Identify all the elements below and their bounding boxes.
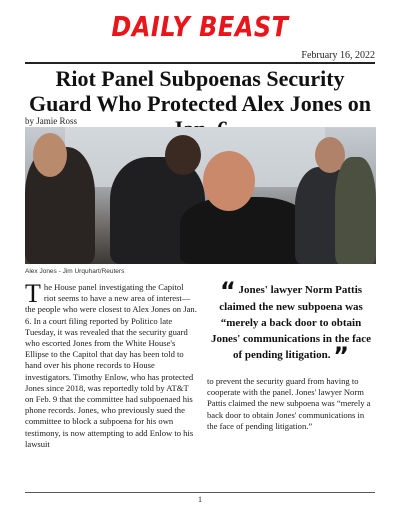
photo-person-left-head (33, 133, 67, 177)
article-body-left (25, 279, 197, 450)
page-number: 1 (198, 495, 202, 504)
article-photo (25, 127, 376, 264)
pull-quote-text: Jones' lawyer Norm Pattis claimed the new subpoena was “merely a back door to obtain Jones' communications in the face of pending litigation. (210, 284, 372, 361)
photo-person-far-right (335, 157, 376, 264)
photo-caption: Alex Jones - Jim Urquhart/Reuters (25, 268, 125, 275)
article-body-right: to prevent the security guard from having to cooperate with the panel. Jones' lawyer Norm Pattis claimed the new subpoena was “merely a back door to obtain Jones' communications in the face of pending litigation.” (207, 376, 371, 431)
header-rule (25, 62, 375, 64)
photo-person-dark-head (165, 135, 201, 175)
article-headline: Riot Panel Subpoenas Security Guard Who Protected Alex Jones on (28, 66, 372, 116)
masthead (0, 10, 400, 44)
open-quote-icon: “ (219, 277, 236, 305)
daily-beast-logo[interactable]: DAILY BEAST (111, 10, 289, 44)
footer-rule (25, 492, 375, 493)
photo-alex-jones-body (180, 197, 310, 264)
article-byline: by Jamie Ross (25, 116, 78, 126)
issue-date: February 16, 2022 (301, 50, 375, 61)
drop-cap: T (25, 279, 41, 308)
close-quote-icon: ” (333, 342, 350, 370)
photo-alex-jones-head (203, 151, 255, 211)
body-left-text: he House panel investigating the Capitol riot seems to have a new area of interest—the people who were closest to Alex Jones on Jan. 6. In a court filing reported by Politico late Tuesday, it was revealed that the security guard who escorted Jones from the White House's Ellipse to the Capitol that day has been told to hand over his phone records to House investigators. Timothy Enlow, who has protected Jones since 2018, was reportedly told by AT&T on Feb. 9 that the committee had subpoenaed his phone records. Jones, who previously sued the committee to block a subpoena for his own testimony, is now attempting to add Enlow to his lawsuit (25, 282, 197, 449)
pull-quote (207, 277, 375, 370)
